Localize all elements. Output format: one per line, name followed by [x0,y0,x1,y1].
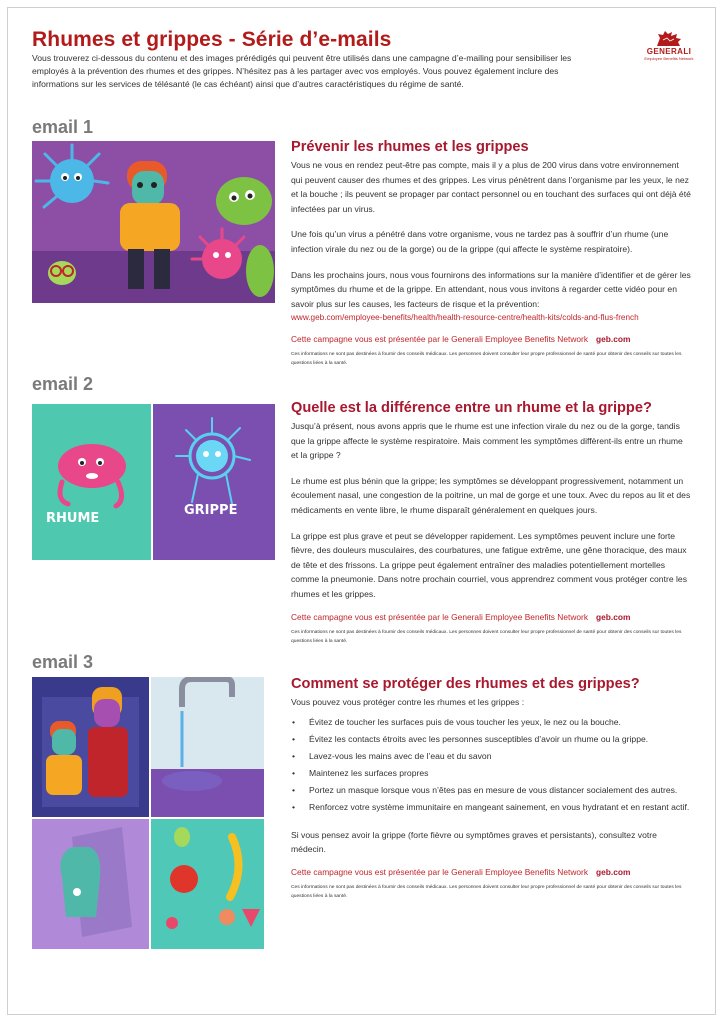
email-2-title: Quelle est la différence entre un rhume et la grippe? [291,400,652,416]
geb-link[interactable]: geb.com [596,334,631,345]
email-3-footer [291,866,691,878]
email-3-label: email 3 [32,652,94,672]
rhume-label: RHUME [46,511,100,526]
list-item [291,749,691,763]
list-item-text: Maintenez les surfaces propres [309,767,429,778]
list-item [291,766,691,780]
list-item-text: Évitez les contacts étroits avec les personnes susceptibles d’avoir un rhume ou la grippe. [309,733,649,744]
list-item-text: Renforcez votre système immunitaire en mangeant sainement, en vous hydratant et en restant actif. [309,801,690,812]
email-2-footer [291,611,691,623]
email-1-video-link[interactable]: www.geb.com/employee-benefits/health/health-resource-centre/health-kits/colds-and-flus-french [291,313,639,323]
email-1-image [32,141,275,303]
email-1-footer [291,333,691,345]
logo-subtext: Employee Benefits Network [644,56,694,61]
list-item [291,800,691,814]
email-1-disclaimer: Ces informations ne sont pas destinées à fournir des conseils médicaux. Les personnes doivent consulter leur propre professionnel de santé pour obtenir des conseils sur toutes les questions liées à la santé. [291,352,682,367]
list-item-text: Lavez-vous les mains avec de l’eau et du savon [309,750,492,761]
page-title: Rhumes et grippes - Série d’e-mails [32,28,392,51]
geb-link[interactable]: geb.com [596,611,631,622]
email-1-body [291,138,691,368]
email-1-label: email 1 [32,117,94,137]
bullet-glyph: • [292,784,296,795]
email-3-body [291,675,691,901]
bullet-glyph: • [292,801,296,812]
email-3-title: Comment se protéger des rhumes et des grippes? [291,676,640,692]
email-3-intro: Vous pouvez vous protéger contre les rhumes et les grippes : [291,697,525,707]
generali-logo [638,28,700,64]
protection-tips-list [291,715,691,814]
intro-text: Vous trouverez ci-dessous du contenu et des images prérédigés qui peuvent être utilisés dans une campagne d’e-mailing pour sensibiliser les employés à la prévention des rhumes et des grippes. N’hésitez pas à les partager avec vos employés. Vous pouvez également inclure des informations sur les services de télésanté (le cas échéant) ainsi que d’autres caractéristiques du régime de santé. [32,53,572,89]
email-2-paragraph: Le rhume est plus bénin que la grippe; les symptômes se développant progressivement, notamment un écoulement nasal, une congestion de la poitrine, un mal de gorge et une toux. Avec du repos au lit et des médicaments en vente libre, le rhume disparaît généralement en quelques jours. [291,475,691,515]
email-2-disclaimer: Ces informations ne sont pas destinées à fournir des conseils médicaux. Les personnes doivent consulter leur propre professionnel de santé pour obtenir des conseils sur toutes les questions liées à la santé. [291,629,682,644]
campaign-credit: Cette campagne vous est présentée par le Generali Employee Benefits Network [291,866,589,877]
email-2-label: email 2 [32,374,94,394]
lion-icon [654,28,684,48]
logo-text: GENERALI [646,47,692,56]
email-1-paragraph: Dans les prochains jours, nous vous fournirons des informations sur la manière d’identifier et de gérer les symptômes du rhume et de la grippe. En attendant, nous vous invitons à regarder cette vidéo pour en savoir plus sur les causes, les facteurs de risque et la prévention: [291,269,691,309]
email-2-paragraph: Jusqu’à présent, nous avons appris que le rhume est une infection virale du nez ou de la gorge, tandis que la grippe affecte le système respiratoire. Mais comment les symptômes diffèrent-ils entre un rhume et la grippe ? [291,421,683,461]
email-1-paragraph: Vous ne vous en rendez peut-être pas compte, mais il y a plus de 200 virus dans votre environnement qui peuvent causer des rhumes et des grippes. Les virus pénètrent dans l’organisme par les yeux, le nez et la bouche ; ils peuvent se propager par contact personnel ou en touchant des surfaces qui ont déjà été infectées par un virus. [291,160,691,214]
list-item [291,715,691,729]
list-item [291,783,691,797]
email-2-image [32,404,275,560]
list-item [291,732,691,746]
campaign-credit: Cette campagne vous est présentée par le Generali Employee Benefits Network [291,334,589,345]
list-item-text: Évitez de toucher les surfaces puis de vous toucher les yeux, le nez ou la bouche. [309,716,621,727]
email-3-closing: Si vous pensez avoir la grippe (forte fièvre ou symptômes graves et persistants), consultez votre médecin. [291,829,657,855]
bullet-glyph: • [292,733,296,744]
bullet-glyph: • [292,716,296,727]
campaign-credit: Cette campagne vous est présentée par le Generali Employee Benefits Network [291,611,589,622]
email-1-title: Prévenir les rhumes et les grippes [291,139,529,155]
email-2-body [291,399,691,646]
email-3-disclaimer: Ces informations ne sont pas destinées à fournir des conseils médicaux. Les personnes doivent consulter leur propre professionnel de santé pour obtenir des conseils sur toutes les questions liées à la santé. [291,884,682,899]
geb-link[interactable]: geb.com [596,866,631,877]
list-item-text: Portez un masque lorsque vous n’êtes pas en mesure de vous distancer socialement des autres. [309,784,678,795]
bullet-glyph: • [292,750,296,761]
bullet-glyph: • [292,767,296,778]
email-1-paragraph: Une fois qu’un virus a pénétré dans votre organisme, vous ne tardez pas à souffrir d’un rhume (une infection virale du nez ou de la gorge) ou de la grippe (qui affecte le système respiratoire). [291,229,669,254]
grippe-label: GRIPPE [184,503,238,518]
email-2-paragraph: La grippe est plus grave et peut se développer rapidement. Les symptômes peuvent inclure une forte fièvre, des douleurs musculaires, des courbatures, une fatigue extrême, une gêne thoracique, des maux de tête et des frissons. La grippe peut également entraîner des maladies potentiellement mortelles comme la pneumonie. Dans notre prochain courriel, vous apprendrez comment vous protéger contre les rhumes et les grippes. [291,530,687,599]
email-3-image [32,677,264,949]
